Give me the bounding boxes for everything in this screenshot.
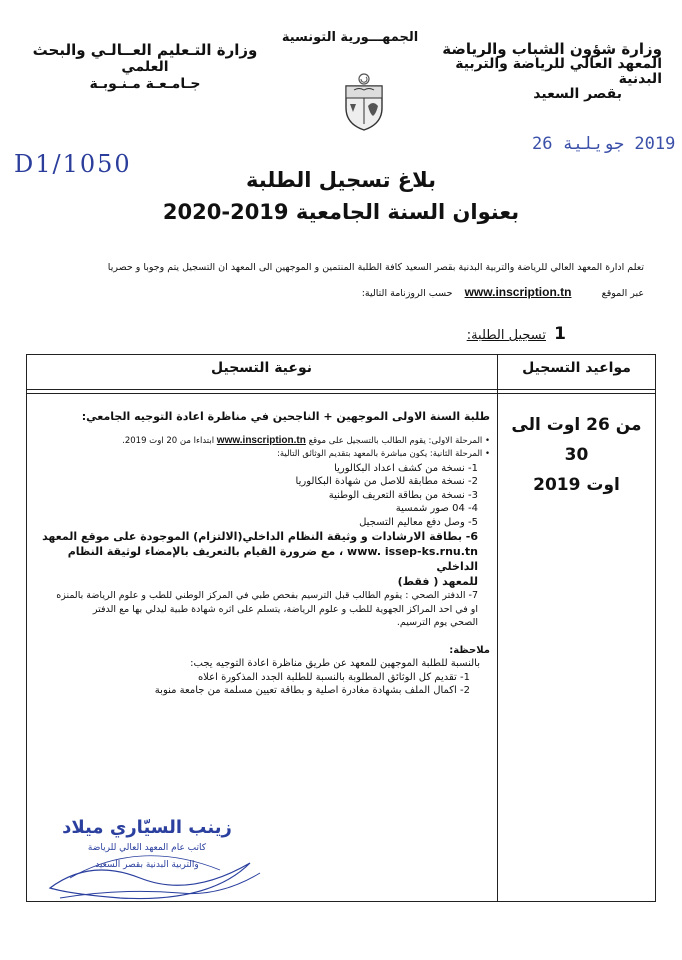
list-item-cont: الصحي يوم الترسيم. <box>396 617 478 628</box>
list-item: 6- بطاقة الارشادات و وثيقة النظام الداخلي(الالتزام) الموجودة على موقع المعهد <box>42 530 478 543</box>
phase-one: • المرحلة الاولى: يقوم الطالب بالتسجيل على موقع www.inscription.tn ابتداءا من 20 اوت 2019. <box>122 434 490 446</box>
ministry-header-left <box>20 42 270 93</box>
list-item: 7- الدفتر الصحي : يقوم الطالب قبل الترسيم بفحص طبي في المركز الوطني للطب و علوم الرياضة بالمنزه <box>56 590 478 601</box>
note-title: ملاحظة: <box>449 644 490 656</box>
list-item-cont: للمعهد ( فقط) <box>397 575 478 588</box>
institute-location: بقصر السعيد <box>533 86 622 102</box>
phase-one-date: ابتداءا من 20 اوت 2019. <box>122 435 215 446</box>
list-item: 5- وصل دفع معاليم التسجيل <box>359 516 478 528</box>
phase-one-text: المرحلة الاولى: يقوم الطالب بالتسجيل على موقع <box>308 435 483 446</box>
section-label: تسجيل الطلبة: <box>466 328 547 343</box>
republic-title: الجمهـــورية التونسية <box>281 30 419 45</box>
section-heading <box>467 324 566 344</box>
list-item: 3- نسخة من بطاقة التعريف الوطنية <box>328 489 478 501</box>
ministry-name: وزارة شؤون الشباب والرياضة <box>442 40 662 58</box>
list-item: 2- اكمال الملف بشهادة مغادرة اصلية و بطاقة تعيين مسلمة من جامعة منوبة <box>154 685 470 696</box>
registration-dates <box>497 410 656 500</box>
list-item: 1- نسخة من كشف اعداد البكالوريا <box>334 462 478 474</box>
higher-ed-ministry-cont: العلمي <box>121 59 169 75</box>
intro-paragraph: تعلم ادارة المعهد العالي للرياضة والتربية البدنية بقصر السعيد كافة الطلبة المنتمين و الموجهين الى المعهد ان التسجيل يتم وجوبا و حصريا <box>107 262 644 273</box>
section-number: 1 <box>554 324 566 344</box>
target-students: طلبة السنة الاولى الموجهين + الناجحين في مناظرة اعادة التوجيه الجامعي: <box>81 410 490 423</box>
table-header-divider <box>26 389 656 390</box>
signatory-name: زينب السيّاري ميلاد <box>62 817 232 838</box>
tunisia-coat-of-arms-icon <box>340 72 388 132</box>
phase-one-link[interactable]: www.inscription.tn <box>216 434 306 446</box>
phase-two: • المرحلة الثانية: يكون مباشرة بالمعهد بتقديم الوثائق التالية: <box>276 449 490 459</box>
signatory-title: كاتب عام المعهد العالي للرياضة <box>87 843 207 853</box>
university-name: جـامـعـة مـنـوبـة <box>89 76 201 92</box>
col-header-type: نوعية التسجيل <box>211 360 312 376</box>
intro-via-site: عبر الموقع <box>601 288 644 299</box>
intro-paragraph-cont <box>24 285 644 299</box>
intro-schedule: حسب الروزنامة التالية: <box>361 288 453 299</box>
col-header-dates: مواعيد التسجيل <box>522 360 631 376</box>
dates-line-2: اوت 2019 <box>533 475 620 495</box>
registration-details <box>34 410 490 698</box>
notice-title: بلاغ تسجيل الطلبة <box>246 168 436 192</box>
note-intro: بالنسبة للطلبة الموجهين للمعهد عن طريق مناظرة اعادة التوجيه يجب: <box>190 658 480 669</box>
list-item-cont: او في احد المراكز الجهوية للطب و علوم الرياضة، يتسلم على اثره شهادة طبية ليدلي بها مع الدفتر <box>92 603 478 615</box>
ministry-header-right <box>432 42 662 102</box>
table-header-divider-double <box>26 393 656 394</box>
signatory-title-cont: والتربية البدنية بقصر السعيد <box>95 860 199 870</box>
list-item: 4- 04 صور شمسية <box>395 503 478 514</box>
dates-line-1: من 26 اوت الى 30 <box>511 415 642 465</box>
academic-year-subtitle: بعنوان السنة الجامعية 2019-2020 <box>162 200 520 224</box>
inscription-link[interactable]: www.inscription.tn <box>464 285 572 299</box>
list-item: 2- نسخة مطابقة للاصل من شهادة البكالوريا <box>295 476 478 487</box>
higher-ed-ministry: وزارة التـعليم العــالـي والبحث <box>32 41 258 59</box>
received-date-stamp: 2019 جويلية 26 <box>532 134 676 154</box>
phase-two-text: المرحلة الثانية: يكون مباشرة بالمعهد بتقديم الوثائق التالية: <box>276 449 483 459</box>
list-item-cont: www. issep-ks.rnu.tn ، مع ضرورة القيام بالتعريف بالإمضاء لوثيقة النظام الداخلي <box>67 545 478 573</box>
documents-list <box>34 462 490 630</box>
handwritten-reference-code: D1/1050 <box>14 150 132 178</box>
institute-name: المعهد العالي للرياضة والتربية البدنية <box>455 56 662 87</box>
list-item: 1- تقديم كل الوثائق المطلوبة بالنسبة للطلبة الجدد المذكورة اعلاه <box>197 671 470 683</box>
